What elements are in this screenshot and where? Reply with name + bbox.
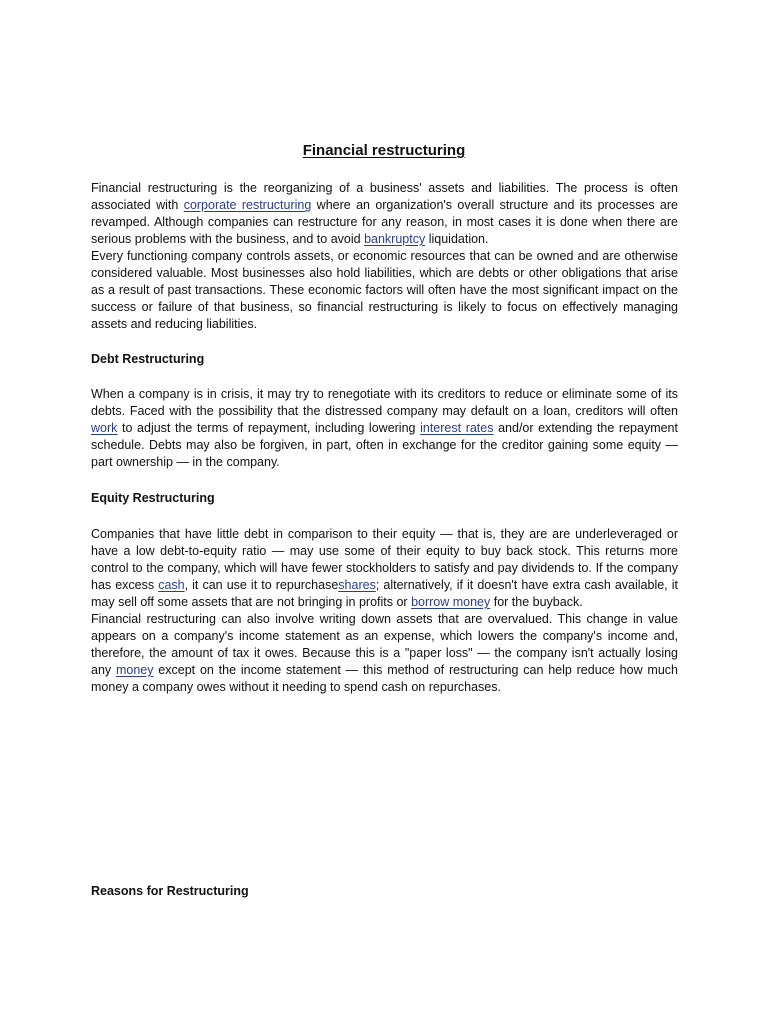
reasons-heading: Reasons for Restructuring — [91, 884, 249, 898]
borrow-money-link[interactable]: borrow money — [411, 595, 491, 609]
debt-restructuring-heading: Debt Restructuring — [91, 352, 205, 366]
equity-paragraph-2 — [91, 611, 678, 696]
equity-p2-text-1: Financial restructuring can also involve writing down assets that are overvalued. This change in value appears on a company's income statement as an expense, which lowers the company's income and, therefore, the amount of tax it owes. Because this is a "paper loss" — the company isn't actually losing any — [91, 612, 678, 677]
equity-text-2: , it can use it to repurchase — [184, 578, 339, 592]
intro-text-1: Financial restructuring is the reorganizing of a business' assets and liabilities. The process is often associated with — [91, 181, 678, 212]
debt-text-3: and/or extending the repayment schedule. Debts may also be forgiven, in part, often in exchange for the creditor gaining some equity — part ownership — in the company. — [91, 421, 678, 469]
intro-text-3: liquidation. — [425, 232, 489, 246]
debt-section — [91, 386, 678, 471]
debt-text-2: to adjust the terms of repayment, including lowering — [117, 421, 421, 435]
equity-paragraph-1 — [91, 526, 678, 611]
bankruptcy-link[interactable]: bankruptcy — [364, 232, 426, 246]
equity-text-3: ; alternatively, if it doesn't have extra cash available, it may sell off some assets that are not bringing in profits or — [91, 578, 678, 609]
equity-restructuring-heading: Equity Restructuring — [91, 491, 215, 505]
intro-section — [91, 180, 678, 333]
intro-paragraph-1 — [91, 180, 678, 248]
interest-rates-link[interactable]: interest rates — [420, 421, 494, 435]
money-link[interactable]: money — [115, 663, 154, 677]
corporate-restructuring-link[interactable]: corporate restructuring — [183, 198, 312, 212]
equity-text-1: Companies that have little debt in comparison to their equity — that is, they are are underleveraged or have a low debt-to-equity ratio — may use some of their equity to buy back stock. This returns more control to the company, which will have fewer stockholders to satisfy and pay dividends to. If the company has excess — [91, 527, 678, 592]
work-link[interactable]: work — [91, 421, 118, 435]
equity-text-4: for the buyback. — [490, 595, 583, 609]
debt-text-1: When a company is in crisis, it may try to renegotiate with its creditors to reduce or eliminate some of its debts. Faced with the possibility that the distressed company may default on a loan, creditors will often — [91, 387, 678, 418]
debt-paragraph — [91, 386, 678, 471]
equity-p2-text-2: except on the income statement — this method of restructuring can help reduce how much money a company owes without it needing to spend cash on repurchases. — [91, 663, 678, 694]
page-title: Financial restructuring — [302, 142, 466, 159]
intro-text-2: where an organization's overall structure and its processes are revamped. Although companies can restructure for any reason, in most cases it is done when there are serious problems with the business, and to avoid — [91, 198, 678, 246]
equity-section — [91, 526, 678, 696]
cash-link[interactable]: cash — [158, 578, 185, 592]
intro-paragraph-2: Every functioning company controls assets, or economic resources that can be owned and are otherwise considered valuable. Most businesses also hold liabilities, which are debts or other obligations that arise as a result of past transactions. These economic factors will often have the most significant impact on the success or failure of that business, so financial restructuring is likely to focus on effectively managing assets and reducing liabilities. — [91, 249, 678, 331]
shares-link[interactable]: shares — [338, 578, 376, 592]
